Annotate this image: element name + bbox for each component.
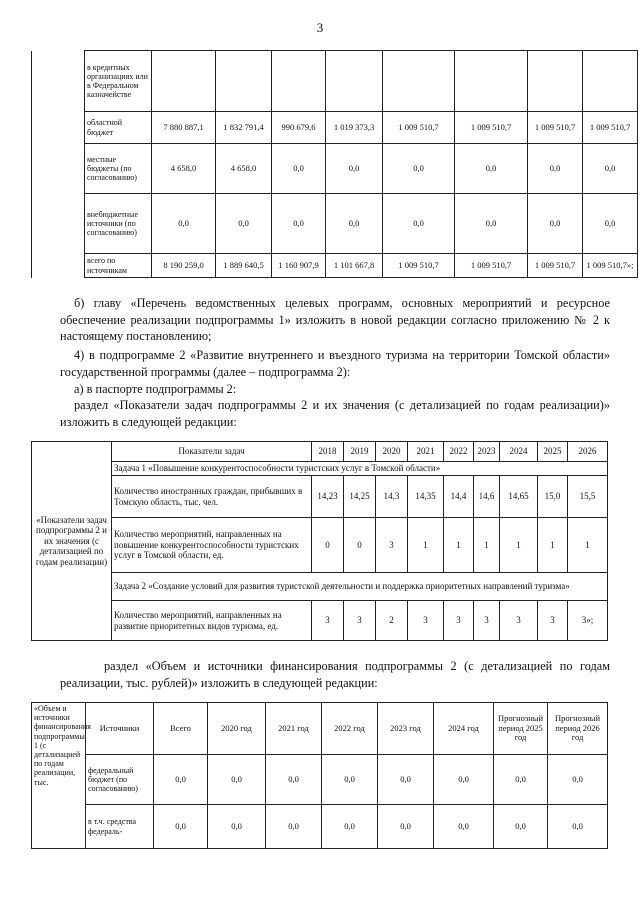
side-label: «Объем и источники финансирования подпрограммы 1 (с детализацией по годам реализации, тыс.	[32, 703, 86, 849]
year-header: 2019	[344, 442, 376, 462]
table-cell: 3	[474, 601, 500, 641]
table-row	[32, 518, 608, 573]
table-cell: 14,25	[344, 476, 376, 518]
table-cell: 0	[312, 518, 344, 573]
table-cell: 0,0	[272, 144, 326, 194]
table-cell	[583, 51, 638, 112]
table-cell: 0,0	[216, 194, 272, 254]
table-cell: 3	[344, 601, 376, 641]
table-cell: 0,0	[434, 805, 494, 849]
table-cell: 1 009 510,7»;	[583, 254, 638, 278]
row-label: внебюджетные источники (по согласованию)	[85, 194, 152, 254]
table-cell: 8 190 259,0	[152, 254, 216, 278]
table-cell: 3	[376, 518, 408, 573]
table-cell: 0,0	[528, 194, 583, 254]
forecast-header: Прогнозный период 2026 год	[548, 703, 608, 755]
forecast-header: Прогнозный период 2025 год	[494, 703, 548, 755]
table-cell: 2	[376, 601, 408, 641]
table-cell: 0,0	[455, 194, 528, 254]
table-cell	[528, 51, 583, 112]
table-row	[32, 601, 608, 641]
table-cell: 14,3	[376, 476, 408, 518]
table-cell: 1 009 510,7	[455, 112, 528, 144]
table-cell: 1 009 510,7	[383, 112, 455, 144]
table-cell: 3	[408, 601, 444, 641]
table-cell: 4 658,0	[216, 144, 272, 194]
paragraph-section-financing: раздел «Объем и источники финансирования подпрограммы 2 (с детализацией по годам реализации, тыс. рублей)» изложить в следующей редакции:	[60, 659, 610, 690]
table-cell: 0,0	[494, 755, 548, 805]
table-row	[32, 51, 638, 112]
table-cell	[383, 51, 455, 112]
side-label: «Показатели задач подпрограммы 2 и их значения (с детализацией по годам реализации)	[32, 442, 112, 641]
table-cell: 0,0	[154, 755, 208, 805]
table-cell: 7 880 887,1	[152, 112, 216, 144]
page-number: 3	[316, 20, 324, 35]
table-cell: 1 160 907,9	[272, 254, 326, 278]
table-cell: 1 009 510,7	[528, 254, 583, 278]
table-cell: 0,0	[326, 144, 383, 194]
table-row	[32, 144, 638, 194]
table-cell: 1	[408, 518, 444, 573]
row-label: в кредитных организациях или в Федеральном казначействе	[85, 51, 152, 112]
table-cell: 3	[444, 601, 474, 641]
table-cell: 0,0	[322, 755, 378, 805]
financing-table-subprogram1	[31, 50, 638, 278]
year-header: 2026	[568, 442, 608, 462]
year-header: 2024 год	[434, 703, 494, 755]
table-cell	[216, 51, 272, 112]
table-header-row	[32, 442, 608, 462]
table-cell: 0,0	[583, 194, 638, 254]
table-cell: 1	[444, 518, 474, 573]
table-cell	[272, 51, 326, 112]
header-total: Всего	[154, 703, 208, 755]
table-cell: 1	[500, 518, 538, 573]
table-cell: 0,0	[583, 144, 638, 194]
row-label: Количество мероприятий, направленных на повышение конкурентоспособности туристских услуг в Томской области, ед.	[112, 518, 312, 573]
table-row	[32, 573, 608, 601]
table-cell: 0,0	[154, 805, 208, 849]
table-cell: 0,0	[528, 144, 583, 194]
table-cell: 1	[568, 518, 608, 573]
table-cell: 0,0	[434, 755, 494, 805]
year-header: 2018	[312, 442, 344, 462]
table-cell	[455, 51, 528, 112]
table-cell: 1 009 510,7	[383, 254, 455, 278]
table-cell	[152, 51, 216, 112]
year-header: 2020 год	[208, 703, 266, 755]
paragraph-section-indicators: раздел «Показатели задач подпрограммы 2 и их значения (с детализацией по годам реализации)» изложить в следующей редакции:	[60, 398, 610, 429]
table-cell: 0,0	[266, 805, 322, 849]
table-cell: 14,35	[408, 476, 444, 518]
table-cell: 0,0	[272, 194, 326, 254]
table-cell: 0,0	[548, 755, 608, 805]
table-row	[32, 805, 608, 849]
header-sources: Источники	[86, 703, 154, 755]
table-cell: 14,23	[312, 476, 344, 518]
row-label: местные бюджеты (по согласованию)	[85, 144, 152, 194]
table-row	[32, 755, 608, 805]
year-header: 2022	[444, 442, 474, 462]
table-cell: 0,0	[208, 805, 266, 849]
year-header: 2025	[538, 442, 568, 462]
table-cell: 14,65	[500, 476, 538, 518]
table-cell: 0,0	[494, 805, 548, 849]
table-row	[32, 112, 638, 144]
table-cell: 3	[500, 601, 538, 641]
table-cell: 14,6	[474, 476, 500, 518]
year-header: 2023 год	[378, 703, 434, 755]
table-cell: 0	[344, 518, 376, 573]
table-cell: 1 832 791,4	[216, 112, 272, 144]
table-cell: 0,0	[322, 805, 378, 849]
table-row	[32, 476, 608, 518]
task-1-title: Задача 1 «Повышение конкурентоспособности туристских услуг в Томской области»	[112, 462, 608, 476]
table-cell: 3	[538, 601, 568, 641]
table-cell: 1	[474, 518, 500, 573]
task-2-title: Задача 2 «Создание условий для развития туристской деятельности и поддержка приоритетных направлений туризма»	[112, 573, 608, 601]
year-header: 2021 год	[266, 703, 322, 755]
table-cell: 990 679,6	[272, 112, 326, 144]
table-cell: 1 009 510,7	[583, 112, 638, 144]
financing-table-subprogram2	[31, 702, 608, 849]
paragraph-4: 4) в подпрограмме 2 «Развитие внутреннего и въездного туризма на территории Томской области» государственной программы (далее – подпрограмма 2):	[60, 348, 610, 379]
indicators-table-subprogram2	[31, 441, 608, 641]
table-row	[32, 194, 638, 254]
row-label: федеральный бюджет (по согласованию)	[86, 755, 154, 805]
row-label: в т.ч. средства федераль-	[86, 805, 154, 849]
table-cell: 3»;	[568, 601, 608, 641]
table-cell: 0,0	[378, 755, 434, 805]
table-cell	[32, 51, 85, 278]
table-row	[32, 254, 638, 278]
table-header-row	[32, 703, 608, 755]
year-header: 2020	[376, 442, 408, 462]
table-cell: 0,0	[208, 755, 266, 805]
table-cell: 0,0	[152, 194, 216, 254]
year-header: 2021	[408, 442, 444, 462]
table-cell: 15,0	[538, 476, 568, 518]
year-header: 2022 год	[322, 703, 378, 755]
table-cell: 14,4	[444, 476, 474, 518]
table-cell: 1	[538, 518, 568, 573]
paragraph-a: а) в паспорте подпрограммы 2:	[74, 382, 237, 396]
table-cell: 1 019 373,3	[326, 112, 383, 144]
row-label: всего по источникам	[85, 254, 152, 278]
header-indicators: Показатели задач	[112, 442, 312, 462]
table-cell: 0,0	[383, 194, 455, 254]
table-cell: 1 009 510,7	[455, 254, 528, 278]
table-cell: 0,0	[383, 144, 455, 194]
row-label: областной бюджет	[85, 112, 152, 144]
year-header: 2024	[500, 442, 538, 462]
table-cell: 15,5	[568, 476, 608, 518]
table-cell: 1 889 640,5	[216, 254, 272, 278]
row-label: Количество мероприятий, направленных на развитие приоритетных видов туризма, ед.	[112, 601, 312, 641]
table-cell: 0,0	[266, 755, 322, 805]
table-cell: 0,0	[326, 194, 383, 254]
table-cell: 3	[312, 601, 344, 641]
paragraph-b: б) главу «Перечень ведомственных целевых программ, основных мероприятий и ресурсное обеспечение реализации подпрограммы 1» изложить в новой редакции согласно приложению № 2 к настоящему постановлению;	[60, 296, 610, 344]
table-cell: 1 101 667,8	[326, 254, 383, 278]
table-row	[32, 462, 608, 476]
table-cell: 0,0	[548, 805, 608, 849]
table-cell: 4 658,0	[152, 144, 216, 194]
table-cell	[326, 51, 383, 112]
row-label: Количество иностранных граждан, прибывших в Томскую область, тыс. чел.	[112, 476, 312, 518]
table-cell: 0,0	[378, 805, 434, 849]
table-cell: 1 009 510,7	[528, 112, 583, 144]
table-cell: 0,0	[455, 144, 528, 194]
year-header: 2023	[474, 442, 500, 462]
